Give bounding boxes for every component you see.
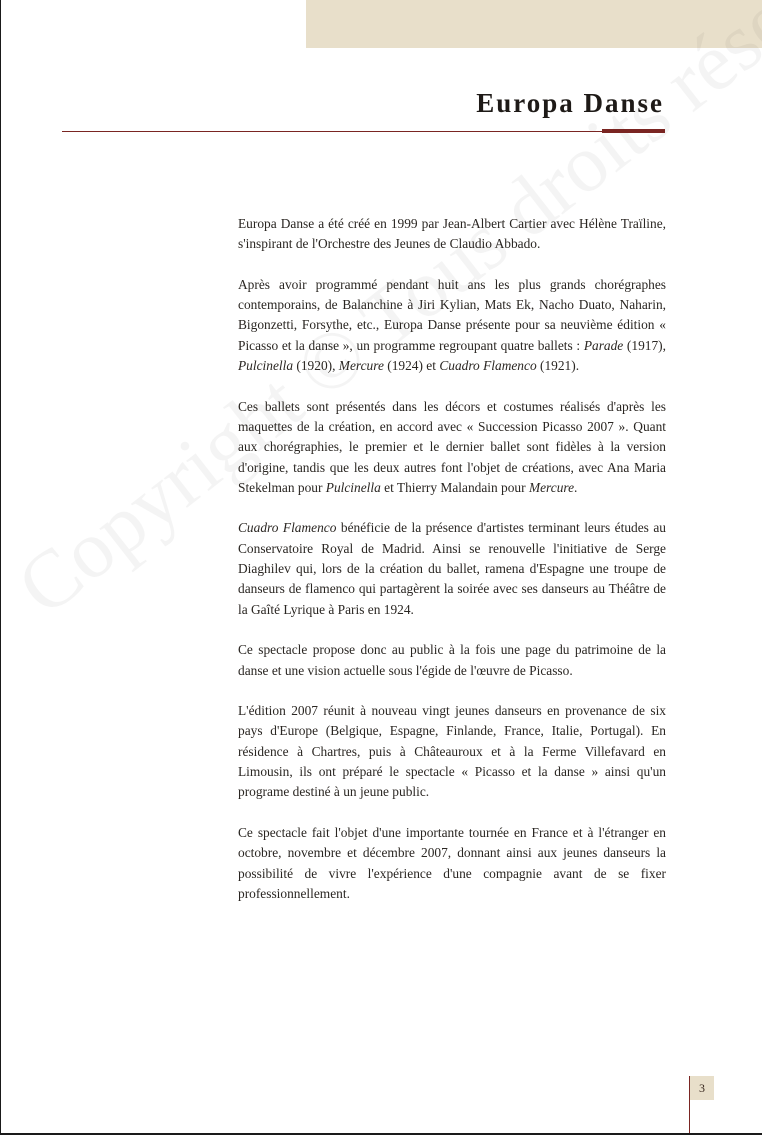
text-span: (1921).: [536, 358, 580, 374]
ballet-title: Cuadro Flamenco: [439, 358, 537, 374]
ballet-title: Parade: [583, 337, 624, 353]
text-span: .: [574, 479, 578, 495]
page-title: Europa Danse: [476, 88, 664, 118]
paragraph-history: Europa Danse a été créé en 1999 par Jean-Albert Cartier avec Hélène Traïline, s'inspirant de l'Orchestre des Jeunes de Claudio Abbado.: [238, 216, 666, 252]
text-span: Ces ballets sont présentés dans les décors et costumes réalisés d'après les maquettes de la création, en accord avec « Succession Picasso 2007 ». Quant aux chorégraphies, le premier et le dernier ballet sont fidèles à la version d'origine, tandis que les deux autres font l'objet de créations, avec Ana Maria Stekelman pour: [238, 398, 666, 495]
text-span: Après avoir programmé pendant huit ans les plus grands chorégraphes contemporains, de Balanchine à Jiri Kylian, Mats Ek, Nacho Duato, Naharin, Bigonzetti, Forsythe, etc., Europa Danse présente pour sa neuvième édition « Picasso et la danse », un programme regroupant quatre ballets :: [238, 276, 666, 353]
ballet-title: Pulcinella: [325, 479, 381, 495]
paragraph-choreography: [238, 397, 666, 498]
title-rule-accent: [602, 129, 665, 133]
paragraph-heritage: Ce spectacle propose donc au public à la fois une page du patrimoine de la danse et une vision actuelle sous l'égide de l'œuvre de Picasso.: [238, 642, 666, 678]
ballet-title: Mercure: [528, 479, 575, 495]
ballet-title: Pulcinella: [238, 358, 294, 374]
text-span: (1920),: [293, 358, 339, 374]
page-number: 3: [689, 1076, 714, 1100]
paragraph-tour: Ce spectacle fait l'objet d'une importante tournée en France et à l'étranger en octobre, novembre et décembre 2007, donnant ainsi aux jeunes danseurs la possibilité de vivre l'expérience d'une compagnie avant de se fixer professionnellement.: [238, 824, 666, 901]
page-number-rule: [689, 1100, 690, 1133]
text-span: (1917),: [623, 337, 666, 353]
text-span: et Thierry Malandain pour: [380, 479, 529, 495]
paragraph-flamenco: [238, 518, 666, 619]
paragraph-edition-2007: L'édition 2007 réunit à nouveau vingt jeunes danseurs en provenance de six pays d'Europe (Belgique, Espagne, Finlande, France, Italie, Portugal). En résidence à Chartres, puis à Châteauroux et à la Ferme Villefavard en Limousin, ils ont préparé le spectacle « Picasso et la danse » ainsi qu'un programe destiné à un jeune public.: [238, 703, 666, 800]
ballet-title: Cuadro Flamenco: [238, 520, 337, 536]
title-rule: [62, 131, 602, 132]
article-body: [238, 214, 666, 924]
corner-color-band: [306, 0, 762, 48]
ballet-title: Mercure: [338, 358, 384, 374]
text-span: bénéficie de la présence d'artistes terminant leurs études au Conservatoire Royal de Madrid. Ainsi se renouvelle l'initiative de Serge Diaghilev qui, lors de la création du ballet, ramena d'Espagne une troupe de danseurs de flamenco qui partagèrent la soirée avec ses danseurs au Théâtre de la Gaîté Lyrique à Paris en 1924.: [238, 520, 666, 617]
paragraph-program: [238, 275, 666, 376]
text-span: (1924) et: [383, 358, 440, 374]
